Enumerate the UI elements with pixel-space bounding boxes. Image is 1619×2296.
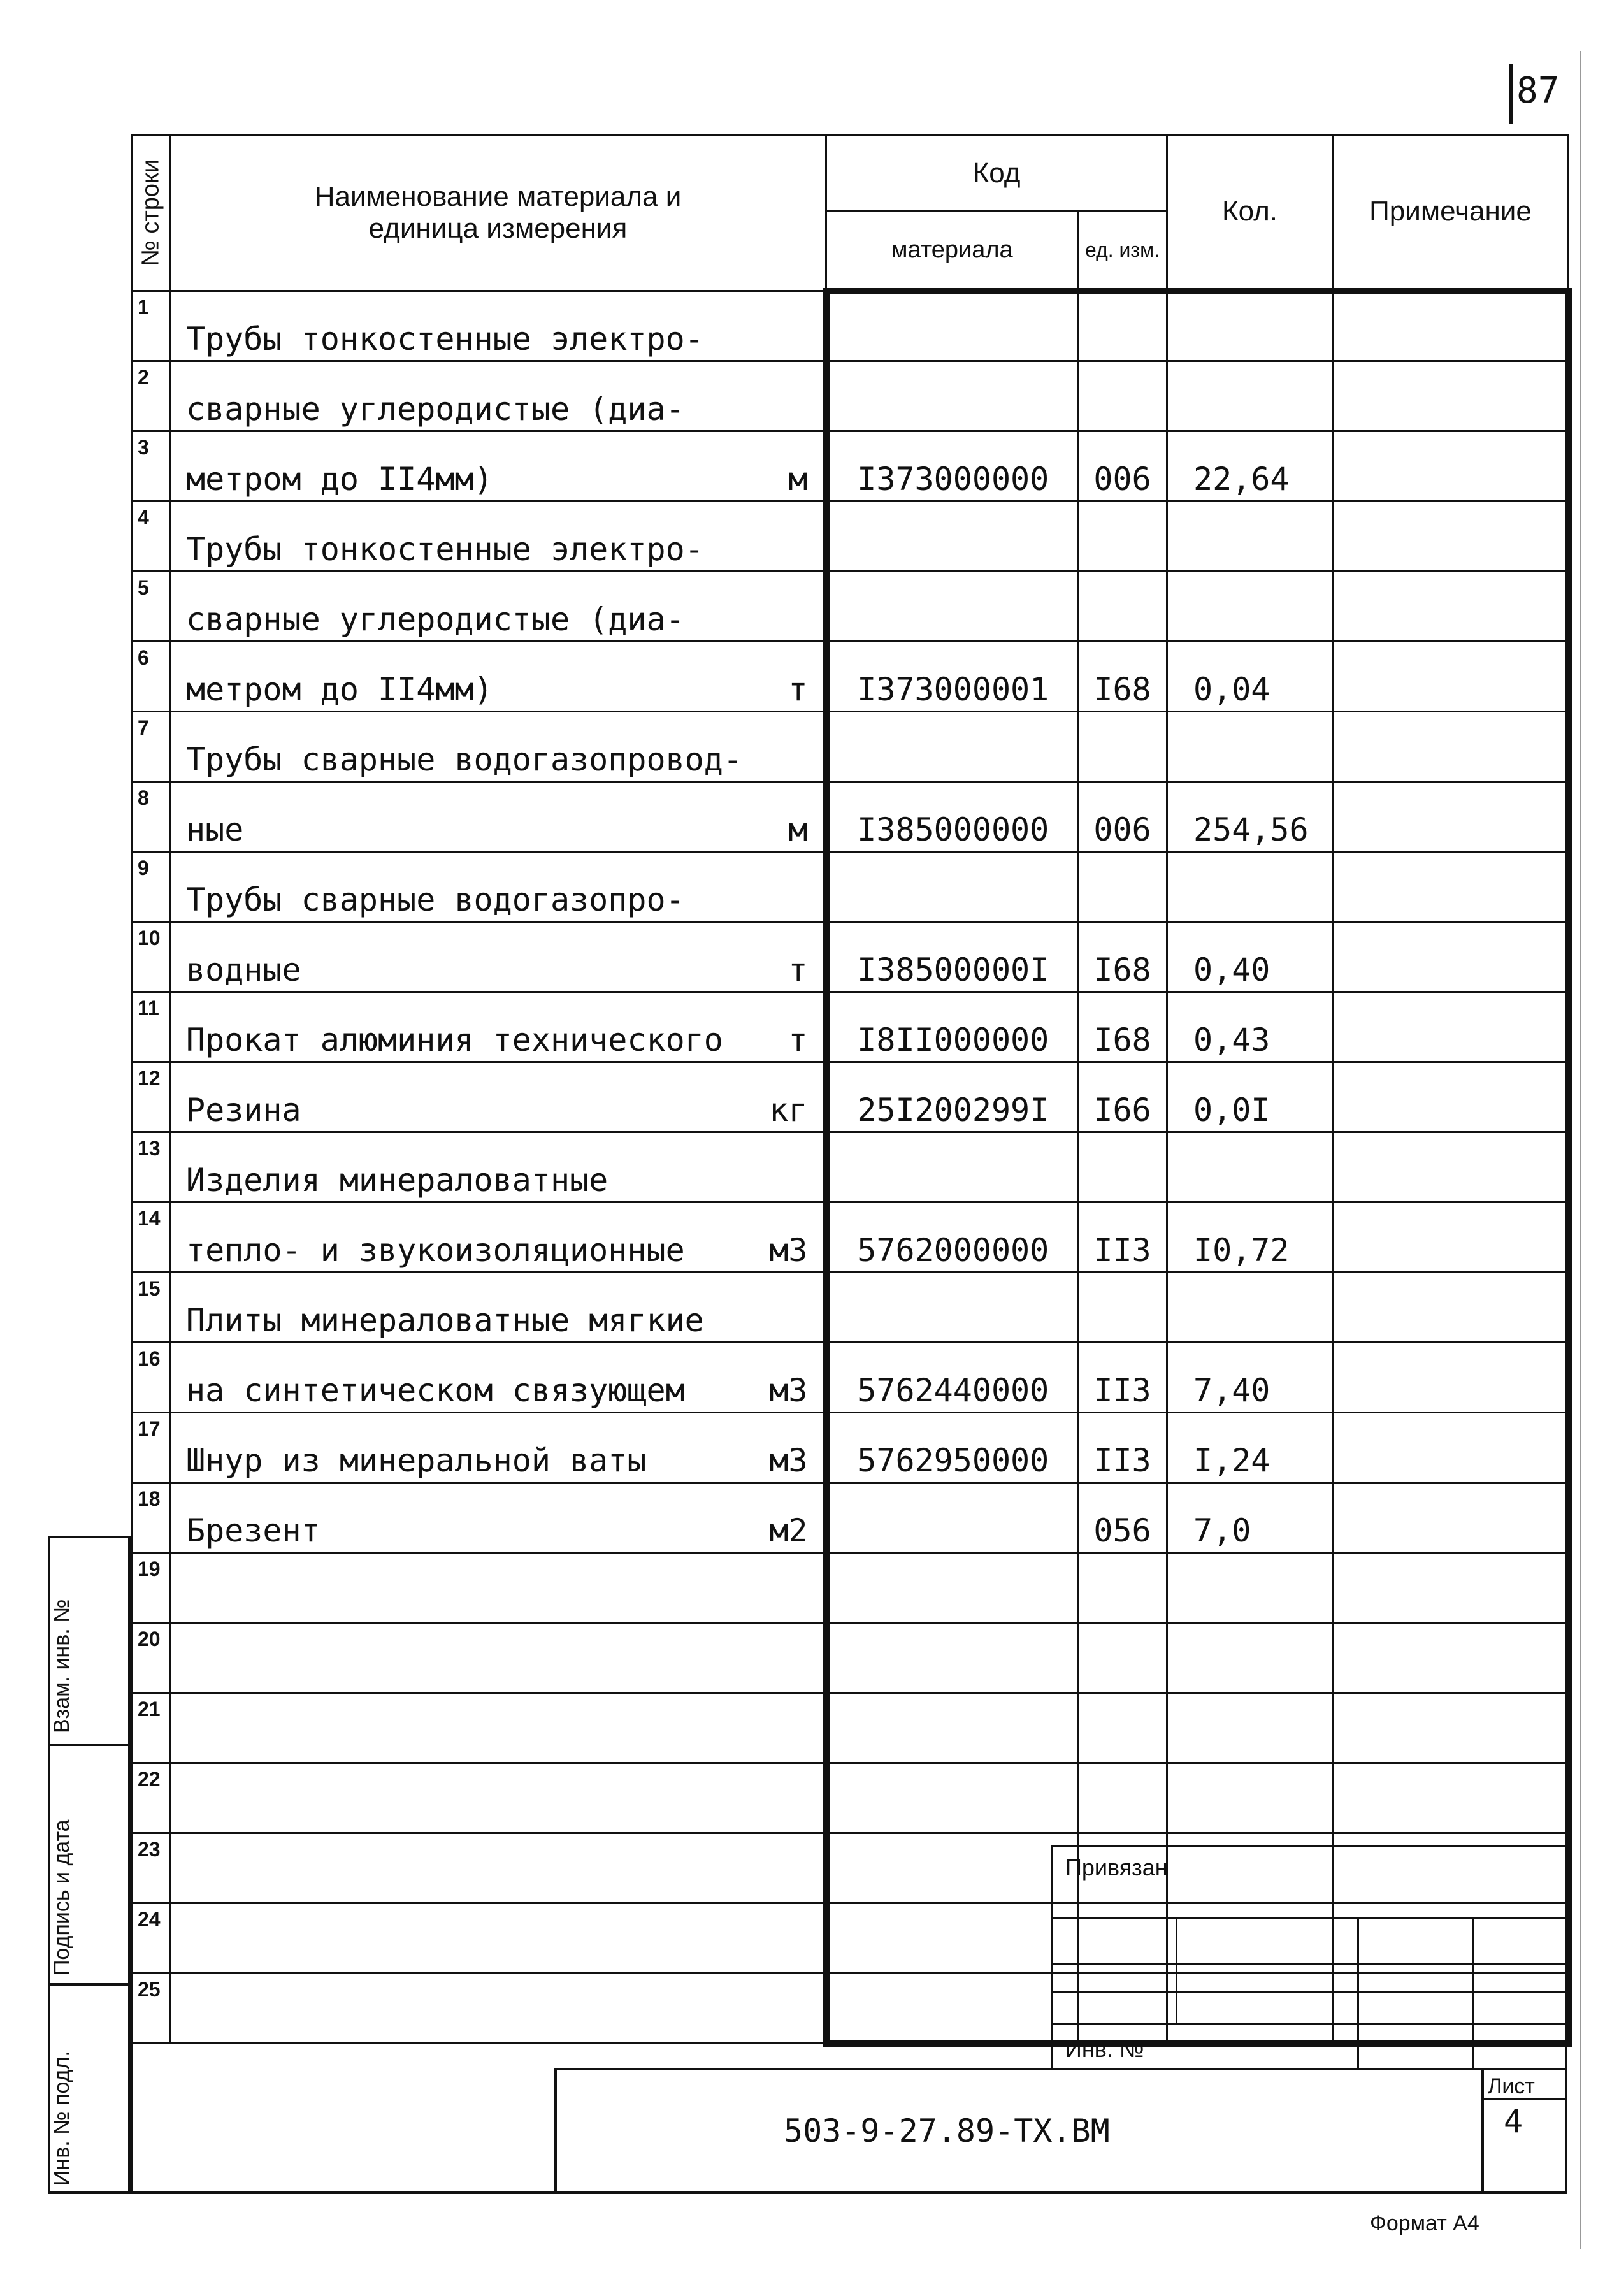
unit-code <box>1078 1132 1167 1202</box>
table-row <box>132 1483 1569 1553</box>
document-code: 503-9-27.89-ТХ.ВМ <box>784 2112 1110 2149</box>
material-name: метром до II4мм) <box>186 671 493 708</box>
material-unit-abbr: м <box>788 811 808 848</box>
quantity <box>1167 712 1333 782</box>
privyazan-vline-2 <box>1357 1917 1359 2068</box>
page-number: 87 <box>1516 70 1560 112</box>
privyazan-hline-3 <box>1051 1991 1567 1993</box>
sheet-label: Лист <box>1488 2074 1535 2098</box>
note-cell <box>1333 1623 1569 1693</box>
material-code: 25I200299I <box>826 1062 1078 1132</box>
unit-code: I68 <box>1078 922 1167 992</box>
material-code: I373000001 <box>826 642 1078 712</box>
table-row <box>132 992 1569 1062</box>
materials-table <box>131 134 1572 2047</box>
material-code <box>826 852 1078 922</box>
row-number: 20 <box>132 1623 170 1693</box>
material-unit-abbr: м3 <box>769 1442 808 1479</box>
material-code <box>826 1693 1078 1763</box>
note-cell <box>1333 922 1569 992</box>
header-code-material: материала <box>826 212 1078 291</box>
unit-code <box>1078 502 1167 572</box>
material-name-cell <box>170 712 826 782</box>
quantity <box>1167 852 1333 922</box>
header-code-unit: ед. изм. <box>1078 212 1167 291</box>
unit-code: I68 <box>1078 992 1167 1062</box>
material-name: сварные углеродистые (диа- <box>186 601 685 638</box>
material-name-cell <box>170 291 826 361</box>
table-row <box>132 1202 1569 1273</box>
row-number: 17 <box>132 1413 170 1483</box>
material-unit-abbr: м3 <box>769 1372 808 1409</box>
note-cell <box>1333 642 1569 712</box>
note-cell <box>1333 1693 1569 1763</box>
note-cell <box>1333 1413 1569 1483</box>
material-code <box>826 1132 1078 1202</box>
quantity <box>1167 1553 1333 1623</box>
material-code <box>826 291 1078 361</box>
material-name-cell <box>170 361 826 431</box>
unit-code: I68 <box>1078 642 1167 712</box>
material-name-cell <box>170 1132 826 1202</box>
material-code: I38500000I <box>826 922 1078 992</box>
material-name: Брезент <box>186 1512 320 1549</box>
material-code <box>826 502 1078 572</box>
note-cell <box>1333 1062 1569 1132</box>
header-name: Наименование материала и единица измерения <box>170 135 826 291</box>
table-row <box>132 782 1569 852</box>
quantity: 7,0 <box>1167 1483 1333 1553</box>
quantity: 7,40 <box>1167 1343 1333 1413</box>
note-cell <box>1333 502 1569 572</box>
quantity: 0,04 <box>1167 642 1333 712</box>
material-name: Трубы сварные водогазопровод- <box>186 741 742 778</box>
table-row <box>132 1693 1569 1763</box>
unit-code: 056 <box>1078 1483 1167 1553</box>
header-note: Примечание <box>1333 135 1569 291</box>
note-cell <box>1333 852 1569 922</box>
quantity: 254,56 <box>1167 782 1333 852</box>
material-unit-abbr: т <box>788 1022 808 1058</box>
row-number: 4 <box>132 502 170 572</box>
row-number: 18 <box>132 1483 170 1553</box>
note-cell <box>1333 1202 1569 1273</box>
unit-code: II3 <box>1078 1413 1167 1483</box>
unit-code <box>1078 1273 1167 1343</box>
material-name-cell <box>170 642 826 712</box>
note-cell <box>1333 782 1569 852</box>
unit-code: 006 <box>1078 431 1167 502</box>
page-number-bar <box>1509 64 1513 124</box>
material-name-cell <box>170 1413 826 1483</box>
header-qty: Кол. <box>1167 135 1333 291</box>
material-name-cell <box>170 1343 826 1413</box>
row-number: 13 <box>132 1132 170 1202</box>
unit-code <box>1078 1623 1167 1693</box>
material-name-cell <box>170 502 826 572</box>
row-number: 8 <box>132 782 170 852</box>
material-code <box>826 572 1078 642</box>
unit-code <box>1078 852 1167 922</box>
table-row <box>132 431 1569 502</box>
material-name-cell <box>170 431 826 502</box>
note-cell <box>1333 1132 1569 1202</box>
material-code: I385000000 <box>826 782 1078 852</box>
row-number: 11 <box>132 992 170 1062</box>
row-number: 14 <box>132 1202 170 1273</box>
table-row <box>132 1413 1569 1483</box>
stamp-inv-podl-label: Инв. № подл. <box>50 2051 74 2186</box>
unit-code <box>1078 1693 1167 1763</box>
material-code <box>826 1553 1078 1623</box>
table-row <box>132 361 1569 431</box>
privyazan-hline-4 <box>1051 2023 1567 2025</box>
quantity <box>1167 1273 1333 1343</box>
row-number: 12 <box>132 1062 170 1132</box>
row-number: 22 <box>132 1763 170 1833</box>
note-cell <box>1333 1553 1569 1623</box>
unit-code <box>1078 1553 1167 1623</box>
material-name: на синтетическом связующем <box>186 1372 685 1409</box>
privyazan-hline-2 <box>1051 1963 1567 1965</box>
unit-code <box>1078 291 1167 361</box>
material-name: Прокат алюминия технического <box>186 1022 723 1058</box>
quantity <box>1167 291 1333 361</box>
unit-code: II3 <box>1078 1202 1167 1273</box>
quantity <box>1167 1693 1333 1763</box>
quantity: I,24 <box>1167 1413 1333 1483</box>
material-name-cell <box>170 1483 826 1553</box>
quantity: 0,0I <box>1167 1062 1333 1132</box>
quantity: 0,40 <box>1167 922 1333 992</box>
material-name-cell <box>170 1553 826 1623</box>
table-row <box>132 1343 1569 1413</box>
quantity <box>1167 502 1333 572</box>
material-name: ные <box>186 811 244 848</box>
material-name: Плиты минераловатные мягкие <box>186 1302 704 1339</box>
material-name-cell <box>170 922 826 992</box>
unit-code <box>1078 361 1167 431</box>
quantity <box>1167 361 1333 431</box>
material-name: Трубы тонкостенные электро- <box>186 321 704 357</box>
inv-no-label: Инв. № <box>1065 2036 1144 2062</box>
note-cell <box>1333 712 1569 782</box>
table-row <box>132 712 1569 782</box>
unit-code: II3 <box>1078 1343 1167 1413</box>
row-number: 15 <box>132 1273 170 1343</box>
material-name-cell <box>170 992 826 1062</box>
material-name-cell <box>170 1693 826 1763</box>
note-cell <box>1333 992 1569 1062</box>
unit-code <box>1078 572 1167 642</box>
sheet-number: 4 <box>1504 2103 1523 2140</box>
note-cell <box>1333 1483 1569 1553</box>
table-row <box>132 1132 1569 1202</box>
table-row <box>132 291 1569 361</box>
stamp-vzam-inv-label: Взам. инв. № <box>50 1599 74 1733</box>
material-name: Резина <box>186 1092 301 1129</box>
material-name-cell <box>170 782 826 852</box>
material-code: I8II000000 <box>826 992 1078 1062</box>
privyazan-vline-3 <box>1472 1917 1474 2068</box>
row-number: 1 <box>132 291 170 361</box>
quantity: I0,72 <box>1167 1202 1333 1273</box>
material-name: Шнур из минеральной ваты <box>186 1442 647 1479</box>
quantity: 22,64 <box>1167 431 1333 502</box>
material-name-cell <box>170 1273 826 1343</box>
material-name: Изделия минераловатные <box>186 1162 608 1199</box>
table-row <box>132 1623 1569 1693</box>
row-number: 25 <box>132 1974 170 2044</box>
privyazan-label: Привязан <box>1065 1854 1168 1881</box>
material-unit-abbr: т <box>788 671 808 708</box>
note-cell <box>1333 361 1569 431</box>
material-code: 5762950000 <box>826 1413 1078 1483</box>
row-number: 10 <box>132 922 170 992</box>
material-name: водные <box>186 951 301 988</box>
material-code <box>826 712 1078 782</box>
material-name-cell <box>170 1202 826 1273</box>
material-name-cell <box>170 1623 826 1693</box>
note-cell <box>1333 1343 1569 1413</box>
header-row-no: № строки <box>132 135 170 291</box>
table-row <box>132 1553 1569 1623</box>
material-name-cell <box>170 852 826 922</box>
privyazan-hline-1 <box>1051 1917 1567 1919</box>
material-code: I373000000 <box>826 431 1078 502</box>
row-number: 6 <box>132 642 170 712</box>
row-number: 21 <box>132 1693 170 1763</box>
material-unit-abbr: кг <box>769 1092 808 1129</box>
privyazan-vline-1 <box>1176 1917 1177 2023</box>
quantity <box>1167 1132 1333 1202</box>
table-row <box>132 1062 1569 1132</box>
material-name: тепло- и звукоизоляционные <box>186 1232 685 1269</box>
note-cell <box>1333 1273 1569 1343</box>
table-row <box>132 852 1569 922</box>
row-number: 7 <box>132 712 170 782</box>
row-number: 19 <box>132 1553 170 1623</box>
unit-code <box>1078 712 1167 782</box>
row-number: 5 <box>132 572 170 642</box>
quantity: 0,43 <box>1167 992 1333 1062</box>
material-code <box>826 1623 1078 1693</box>
material-unit-abbr: т <box>788 951 808 988</box>
quantity <box>1167 1623 1333 1693</box>
table-row <box>132 1273 1569 1343</box>
table-row <box>132 922 1569 992</box>
material-code <box>826 1483 1078 1553</box>
note-cell <box>1333 291 1569 361</box>
row-number: 2 <box>132 361 170 431</box>
stamp-podpis-data-label: Подпись и дата <box>50 1819 74 1975</box>
material-unit-abbr: м3 <box>769 1232 808 1269</box>
material-name-cell <box>170 572 826 642</box>
material-name: Трубы тонкостенные электро- <box>186 531 704 568</box>
row-number: 24 <box>132 1903 170 1974</box>
page-edge-line <box>1580 51 1581 2249</box>
row-number: 23 <box>132 1833 170 1903</box>
material-code <box>826 1273 1078 1343</box>
material-code: 5762000000 <box>826 1202 1078 1273</box>
header-code-group: Код <box>826 135 1167 212</box>
table-row <box>132 572 1569 642</box>
material-code <box>826 361 1078 431</box>
material-name: метром до II4мм) <box>186 461 493 498</box>
row-number: 16 <box>132 1343 170 1413</box>
material-unit-abbr: м <box>788 461 808 498</box>
table-row <box>132 502 1569 572</box>
unit-code: 006 <box>1078 782 1167 852</box>
material-name: сварные углеродистые (диа- <box>186 391 685 428</box>
note-cell <box>1333 431 1569 502</box>
material-name-cell <box>170 1062 826 1132</box>
unit-code: I66 <box>1078 1062 1167 1132</box>
quantity <box>1167 572 1333 642</box>
sheet-box-divider <box>1481 2068 1484 2194</box>
material-code: 5762440000 <box>826 1343 1078 1413</box>
material-unit-abbr: м2 <box>769 1512 808 1549</box>
format-label: Формат А4 <box>1370 2211 1479 2235</box>
row-number: 3 <box>132 431 170 502</box>
material-name: Трубы сварные водогазопро- <box>186 881 685 918</box>
row-number: 9 <box>132 852 170 922</box>
table-row <box>132 642 1569 712</box>
note-cell <box>1333 572 1569 642</box>
